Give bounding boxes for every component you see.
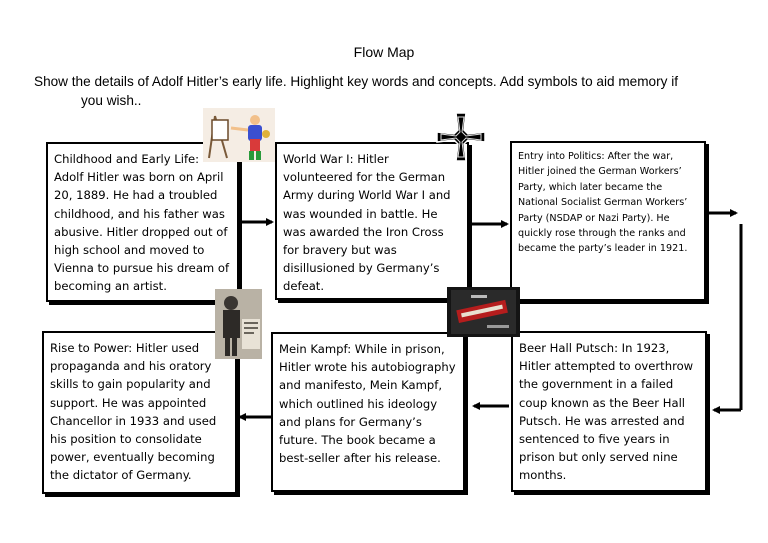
page-title: Flow Map: [353, 44, 415, 60]
portrait-photo-icon: [215, 289, 262, 359]
box-rise-to-power-text: Rise to Power: Hitler used propaganda and his oratory skills to gain popularity and support. He was appointed Chancellor in 1933 and used his position to consolidate power, eventually becoming the dictator of Germany.: [50, 341, 217, 483]
iron-cross-icon: [434, 110, 488, 164]
box-world-war-1: [275, 142, 469, 300]
instructions-line-2: you wish..: [81, 93, 142, 108]
box-entry-into-politics: [510, 141, 706, 301]
painter-icon: [203, 108, 275, 162]
book-cover-icon: [447, 287, 520, 337]
box-beer-hall-putsch: [511, 331, 707, 492]
box-mein-kampf: [271, 332, 465, 492]
box-beer-hall-putsch-text: Beer Hall Putsch: In 1923, Hitler attempted to overthrow the government in a failed coup known as the Beer Hall Putsch. He was arrested and sentenced to five years in prison but only served nine months.: [519, 341, 694, 483]
box-mein-kampf-text: Mein Kampf: While in prison, Hitler wrote his autobiography and manifesto, Mein Kampf, which outlined his ideology and plans for Germany’s future. The book became a best-seller after his release.: [279, 342, 456, 466]
instructions-line-1: Show the details of Adolf Hitler’s early life. Highlight key words and concepts. Add symbols to aid memory if: [34, 74, 678, 89]
box-childhood-text: Childhood and Early Life: Adolf Hitler was born on April 20, 1889. He had a troubled childhood, and his father was abusive. Hitler dropped out of high school and moved to Vienna to pursue his dream of becoming an artist.: [54, 152, 230, 294]
box-entry-into-politics-text: Entry into Politics: After the war, Hitler joined the German Workers’ Party, which later became the National Socialist German Workers’ Party (NSDAP or Nazi Party). He quickly rose through the ranks and became the party’s leader in 1921.: [518, 151, 688, 255]
box-rise-to-power: [42, 331, 237, 494]
box-childhood: [46, 142, 239, 302]
box-world-war-1-text: World War I: Hitler volunteered for the German Army during World War I and was wounded in battle. He was awarded the Iron Cross for bravery but was disillusioned by Germany’s defeat.: [283, 152, 451, 294]
